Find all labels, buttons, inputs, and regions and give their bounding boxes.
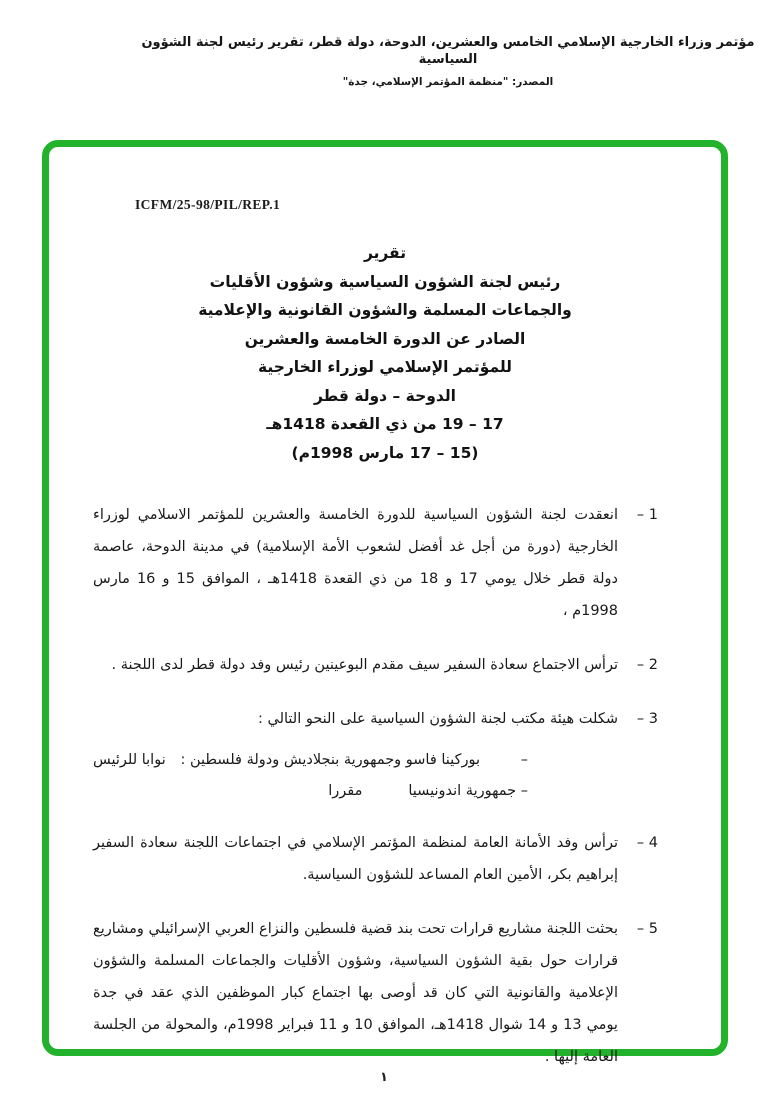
bureau-row-main: [166, 747, 528, 774]
paragraph-4-text: ترأس وفد الأمانة العامة لمنظمة المؤتمر الإسلامي في اجتماعات اللجنة سعادة السفير إبراهيم بكر، الأمين العام المساعد للشؤون السياسية.: [93, 835, 618, 883]
header-title-line: مؤتمر وزراء الخارجية الإسلامي الخامس والعشرين، الدوحة، دولة قطر، تقرير رئيس لجنة الشؤون السياسية: [141, 35, 755, 67]
paragraph-5: [93, 913, 658, 1073]
paragraph-2: [93, 649, 658, 681]
paragraph-3-number: 3 –: [636, 711, 658, 727]
bureau-row-main: [408, 778, 528, 805]
paragraph-3: [93, 703, 658, 735]
report-title-line-5: للمؤتمر الإسلامي لوزراء الخارجية: [257, 358, 512, 376]
bureau-row-vice-chairs: [93, 747, 528, 774]
report-title-line-7: 17 – 19 من ذي القعدة 1418هـ: [266, 415, 504, 433]
header-source-line: المصدر: "منظمة المؤتمر الإسلامي، جدة": [342, 76, 554, 88]
paragraph-4-number: 4 –: [636, 835, 658, 851]
bureau-entity: بوركينا فاسو وجمهورية بنجلاديش ودولة فلسطين :: [180, 752, 480, 768]
dash-icon: –: [520, 783, 528, 799]
page-number: ١: [380, 1070, 388, 1085]
paragraph-1-number: 1 –: [636, 507, 658, 523]
report-title-block: [49, 239, 721, 467]
dash-icon: –: [520, 752, 528, 768]
paragraph-2-number: 2 –: [636, 657, 658, 673]
paragraph-4: [93, 827, 658, 891]
bureau-role: نوابا للرئيس: [93, 752, 166, 768]
paragraph-5-text: بحثت اللجنة مشاريع قرارات تحت بند قضية فلسطين والنزاع العربي الإسرائيلي ومشاريع قرارات حول بقية الشؤون السياسية، وشؤون الأقليات والجماعات المسلمة والشؤون الإعلامية والقانونية التي كان قد أوصى بها اجتماع كبار الموظفين الذي عقد في جدة يومي 13 و 14 شوال 1418هـ، الموافق 10 و 11 فبراير 1998م، والمحولة من الجلسة العامة إليها .: [93, 921, 618, 1065]
paragraph-1-text: انعقدت لجنة الشؤون السياسية للدورة الخامسة والعشرين للمؤتمر الاسلامي لوزراء الخارجية (دورة من أجل غد أفضل لشعوب الأمة الإسلامية) في مدينة الدوحة، عاصمة دولة قطر خلال يومي 17 و 18 من ذي القعدة 1418هـ ، الموافق 15 و 16 مارس 1998م ،: [93, 507, 618, 619]
report-title-line-8: (15 – 17 مارس 1998م): [291, 443, 479, 462]
report-title-line-4: الصادر عن الدورة الخامسة والعشرين: [244, 329, 526, 348]
paragraph-3-text: شكلت هيئة مكتب لجنة الشؤون السياسية على النحو التالي :: [257, 711, 618, 727]
bureau-row-rapporteur: [93, 778, 528, 805]
paragraph-5-number: 5 –: [636, 921, 658, 937]
paragraph-2-text: ترأس الاجتماع سعادة السفير سيف مقدم البوعينين رئيس وفد دولة قطر لدى اللجنة .: [111, 657, 618, 673]
paragraph-1: [93, 499, 658, 627]
report-body: [93, 499, 658, 1073]
document-ref-number: ICFM/25-98/PIL/REP.1: [135, 197, 281, 212]
bureau-list: [93, 747, 528, 805]
report-title-line-1: تقرير: [363, 244, 407, 262]
report-title-line-2: رئيس لجنة الشؤون السياسية وشؤون الأقليات: [209, 272, 561, 291]
bureau-role: مقررا: [328, 783, 363, 799]
report-title-line-3: والجماعات المسلمة والشؤون القانونية والإعلامية: [198, 301, 572, 319]
bureau-entity: جمهورية اندونيسيا: [408, 783, 517, 799]
report-title-line-6: الدوحة – دولة قطر: [314, 386, 456, 405]
document-header: [138, 34, 758, 88]
scanned-page-frame: [42, 140, 728, 1065]
